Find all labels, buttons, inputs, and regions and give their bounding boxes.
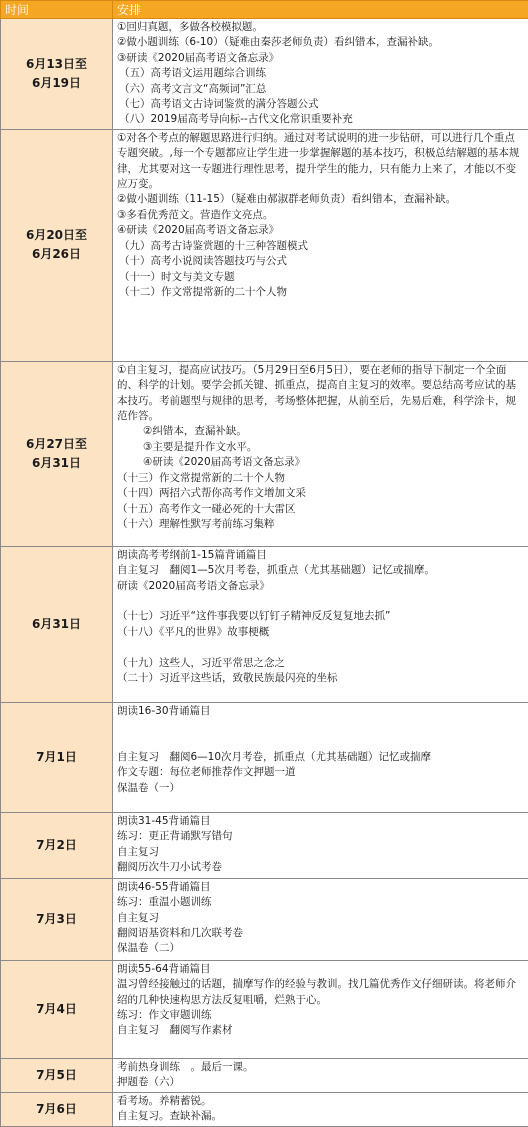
plan-line: 自主复习。查缺补漏。 (117, 1109, 525, 1124)
table-row (1, 702, 528, 812)
plan-cell (113, 1092, 528, 1126)
plan-line: （九）高考古诗鉴赏题的十三种答题模式 (117, 239, 525, 254)
plan-line: （十七）习近平“这件事我要以钉钉子精神反反复复地去抓” (117, 609, 525, 624)
plan-line: （十三）作文常提常新的二十个人物 (117, 471, 525, 486)
date-cell (1, 1092, 113, 1126)
table-row (1, 812, 528, 878)
plan-line: 看考场。养精蓄锐。 (117, 1094, 525, 1109)
plan-cell (113, 702, 528, 812)
plan-line: （二十）习近平这些话，致敬民族最闪亮的坐标 (117, 671, 525, 686)
plan-line: 朗读46-55背诵篇目 (117, 880, 525, 895)
plan-line: （五）高考语文运用题综合训练 (117, 66, 525, 81)
plan-line: 翻阅历次牛刀小试考卷 (117, 860, 525, 875)
plan-cell (113, 19, 528, 130)
plan-line: 自主复习 (117, 845, 525, 860)
blank-line (117, 735, 525, 750)
date-line: 6月26日 (1, 245, 112, 264)
plan-paragraph: ②做小题训练（11-15）（疑难由郝淑群老师负责）看纠错本，查漏补缺。 (117, 192, 525, 207)
plan-line: 考前热身训练 。最后一课。 (117, 1060, 525, 1075)
date-line: 6月20日至 (1, 226, 112, 245)
plan-cell (113, 1058, 528, 1092)
blank-line (117, 640, 525, 655)
date-line: 6月13日至 (1, 55, 112, 74)
plan-line: （六）高考文言文“高频词”汇总 (117, 82, 525, 97)
table-row (1, 878, 528, 960)
date-cell (1, 702, 113, 812)
plan-paragraph: ①对各个考点的解题思路进行归纳。通过对考试说明的进一步钻研，可以进行几个重点专题突破。,每一个专题都应让学生进一步掌握解题的基本技巧，积极总结解题的基本规律，尤其要对这一专题进行理性思考，提升学生的能力，只有能力上来了，才能以不变应万变。 (117, 131, 525, 193)
date-cell (1, 960, 113, 1058)
plan-line: 练习：作文审题训练 (117, 1008, 525, 1023)
plan-line: 押题卷（六） (117, 1075, 525, 1090)
plan-line: （十八）《平凡的世界》故事梗概 (117, 625, 525, 640)
date-cell (1, 878, 113, 960)
date-line: 7月1日 (1, 748, 112, 767)
plan-cell (113, 361, 528, 546)
plan-line: 自主复习 翻阅写作素材 (117, 1023, 525, 1038)
plan-line: （八）2019届高考导向标--古代文化常识重要补充 (117, 112, 525, 127)
plan-line: ③研读《2020届高考语文备忘录》 (117, 51, 525, 66)
plan-line: 练习：重温小题训练 (117, 895, 525, 910)
date-line: 7月4日 (1, 1000, 112, 1019)
plan-cell (113, 960, 528, 1058)
plan-line: 作文专题：每位老师推荐作文押题一道 (117, 765, 525, 780)
plan-line: ③多看优秀范文。营造作文亮点。 (117, 208, 525, 223)
plan-line: （七）高考语文古诗词鉴赏的满分答题公式 (117, 97, 525, 112)
plan-paragraph: ①自主复习，提高应试技巧。（5月29日至6月5日），要在老师的指导下制定一个全面的、科学的计划。要学会抓关键、抓重点，提高自主复习的效率。要总结高考应试的基本技巧。考前题型与规律的思考，考场整体把握，从前至后，先易后难，科学涂卡，规范作答。 (117, 363, 525, 425)
plan-line: 朗读55-64背诵篇目 (117, 962, 525, 977)
plan-line: （十五）高考作文一碰必死的十大雷区 (117, 502, 525, 517)
plan-line: 研读《2020届高考语文备忘录》 (117, 579, 525, 594)
date-line: 6月31日 (1, 615, 112, 634)
plan-cell (113, 812, 528, 878)
plan-line: 自主复习 (117, 911, 525, 926)
date-cell (1, 129, 113, 361)
plan-cell (113, 878, 528, 960)
plan-line: 朗读高考考纲前1-15篇背诵篇目 (117, 548, 525, 563)
plan-line: （十六）理解性默写考前练习集粹 (117, 517, 525, 532)
plan-line: 自主复习 翻阅6—10次月考卷，抓重点（尤其基础题）记忆或揣摩 (117, 750, 525, 765)
plan-paragraph: 温习曾经接触过的话题，揣摩写作的经验与教训。找几篇优秀作文仔细研读。将老师介绍的几种快速构思方法反复咀嚼，烂熟于心。 (117, 977, 525, 1008)
table-row (1, 1092, 528, 1126)
date-cell (1, 812, 113, 878)
header-time: 时间 (1, 1, 113, 19)
date-cell (1, 19, 113, 130)
plan-line: ④研读《2020届高考语文备忘录》 (117, 223, 525, 238)
plan-line: ②做小题训练（6-10）（疑难由秦莎老师负责）看纠错本，查漏补缺。 (117, 35, 525, 50)
table-row (1, 546, 528, 702)
plan-line: （十四）两招六式帮你高考作文增加文采 (117, 486, 525, 501)
table-row (1, 1058, 528, 1092)
table-header-row (1, 1, 528, 19)
plan-line: 保温卷（二） (117, 941, 525, 956)
date-line: 6月31日 (1, 454, 112, 473)
plan-line: 朗读16-30背诵篇目 (117, 704, 525, 719)
date-line: 7月2日 (1, 836, 112, 855)
date-cell (1, 546, 113, 702)
table-row (1, 129, 528, 361)
date-line: 6月19日 (1, 74, 112, 93)
table-row (1, 960, 528, 1058)
plan-line: （十）高考小说阅读答题技巧与公式 (117, 254, 525, 269)
header-plan: 安排 (113, 1, 528, 19)
plan-line: 保温卷（一） (117, 781, 525, 796)
plan-line: 自主复习 翻阅1—5次月考卷，抓重点（尤其基础题）记忆或揣摩。 (117, 563, 525, 578)
date-line: 6月27日至 (1, 435, 112, 454)
plan-line: （十九）这些人，习近平常思之念之 (117, 656, 525, 671)
plan-line: ③主要是提升作文水平。 (117, 440, 525, 455)
plan-line: ①回归真题，多做各校模拟题。 (117, 20, 525, 35)
date-cell (1, 1058, 113, 1092)
date-line: 7月6日 (1, 1100, 112, 1119)
plan-cell (113, 546, 528, 702)
table-row (1, 19, 528, 130)
plan-line: ④研读《2020届高考语文备忘录》 (117, 455, 525, 470)
plan-line: 练习：更正背诵默写错句 (117, 829, 525, 844)
blank-line (117, 719, 525, 734)
table-row (1, 361, 528, 546)
date-line: 7月3日 (1, 910, 112, 929)
plan-line: 翻阅语基资料和几次联考卷 (117, 926, 525, 941)
plan-cell (113, 129, 528, 361)
plan-line: 朗读31-45背诵篇目 (117, 814, 525, 829)
date-line: 7月5日 (1, 1066, 112, 1085)
date-cell (1, 361, 113, 546)
plan-line: （十一）时文与美文专题 (117, 270, 525, 285)
blank-line (117, 594, 525, 609)
plan-line: ②纠错本，查漏补缺。 (117, 424, 525, 439)
plan-line: （十二）作文常提常新的二十个人物 (117, 285, 525, 300)
